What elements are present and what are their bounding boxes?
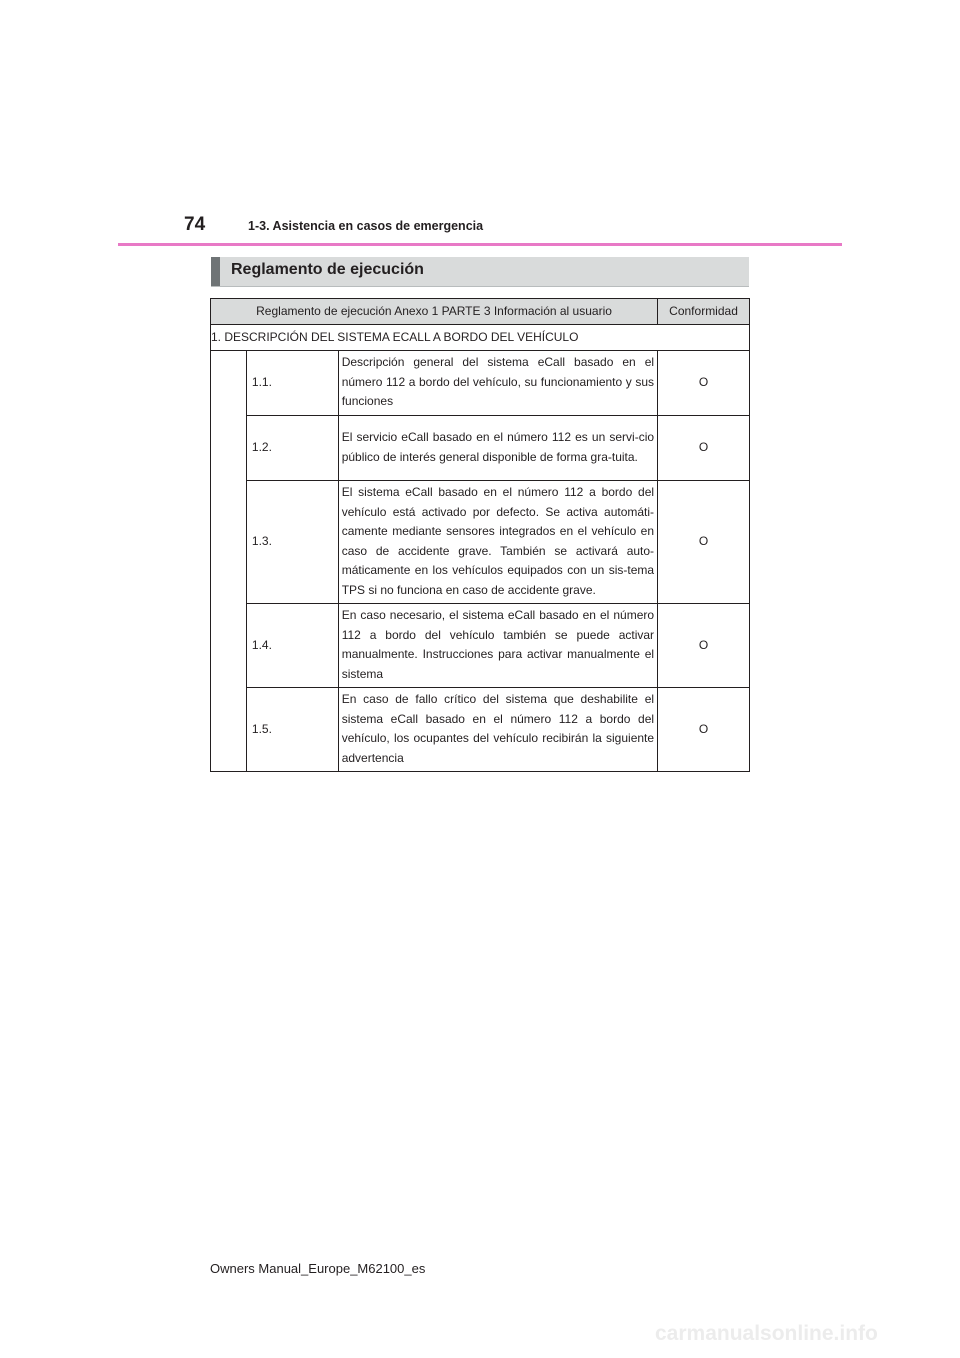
table-row	[211, 351, 750, 416]
row-conformity: O	[658, 688, 750, 772]
row-conformity: O	[658, 481, 750, 604]
row-number: 1.4.	[246, 604, 338, 688]
row-number: 1.5.	[246, 688, 338, 772]
row-description: El servicio eCall basado en el número 112 es un servi-cio público de interés general disponible de forma gra-tuita.	[338, 416, 657, 481]
footer-text: Owners Manual_Europe_M62100_es	[210, 1261, 426, 1276]
table-row	[211, 604, 750, 688]
regulation-table	[210, 298, 750, 772]
table-header-row	[211, 299, 750, 325]
row-description: En caso de fallo crítico del sistema que deshabilite el sistema eCall basado en el número 112 a bordo del vehículo, los ocupantes del vehículo recibirán la siguiente advertencia	[338, 688, 657, 772]
column-header-description: Reglamento de ejecución Anexo 1 PARTE 3 Información al usuario	[211, 299, 658, 325]
column-header-conformity: Conformidad	[658, 299, 750, 325]
page-number: 74	[184, 214, 206, 235]
heading-accent-bar	[211, 257, 220, 286]
watermark: carmanualsonline.info	[655, 1322, 878, 1345]
row-number: 1.1.	[246, 351, 338, 416]
section-title: 1-3. Asistencia en casos de emergencia	[248, 219, 484, 233]
row-conformity: O	[658, 416, 750, 481]
table-row	[211, 688, 750, 772]
row-conformity: O	[658, 351, 750, 416]
row-number: 1.3.	[246, 481, 338, 604]
row-description: Descripción general del sistema eCall basado en el número 112 a bordo del vehículo, su funcionamiento y sus funciones	[338, 351, 657, 416]
row-conformity: O	[658, 604, 750, 688]
section-heading	[211, 257, 749, 287]
section-row-label: 1. DESCRIPCIÓN DEL SISTEMA ECALL A BORDO DEL VEHÍCULO	[211, 325, 750, 351]
header-rule	[118, 243, 842, 246]
indent-cell	[211, 351, 247, 772]
row-description: El sistema eCall basado en el número 112 a bordo del vehículo está activado por defecto. Se activa automáti-camente mediante sensores integrados en el vehículo en caso de accidente grave. También se activará auto-máticamente en los vehículos equipados con un sis-tema TPS si no funciona en caso de accidente grave.	[338, 481, 657, 604]
row-number: 1.2.	[246, 416, 338, 481]
section-row	[211, 325, 750, 351]
heading-text: Reglamento de ejecución	[231, 261, 424, 278]
table-row	[211, 416, 750, 481]
row-description: En caso necesario, el sistema eCall basado en el número 112 a bordo del vehículo también se puede activar manualmente. Instrucciones para activar manualmente el sistema	[338, 604, 657, 688]
table-row	[211, 481, 750, 604]
